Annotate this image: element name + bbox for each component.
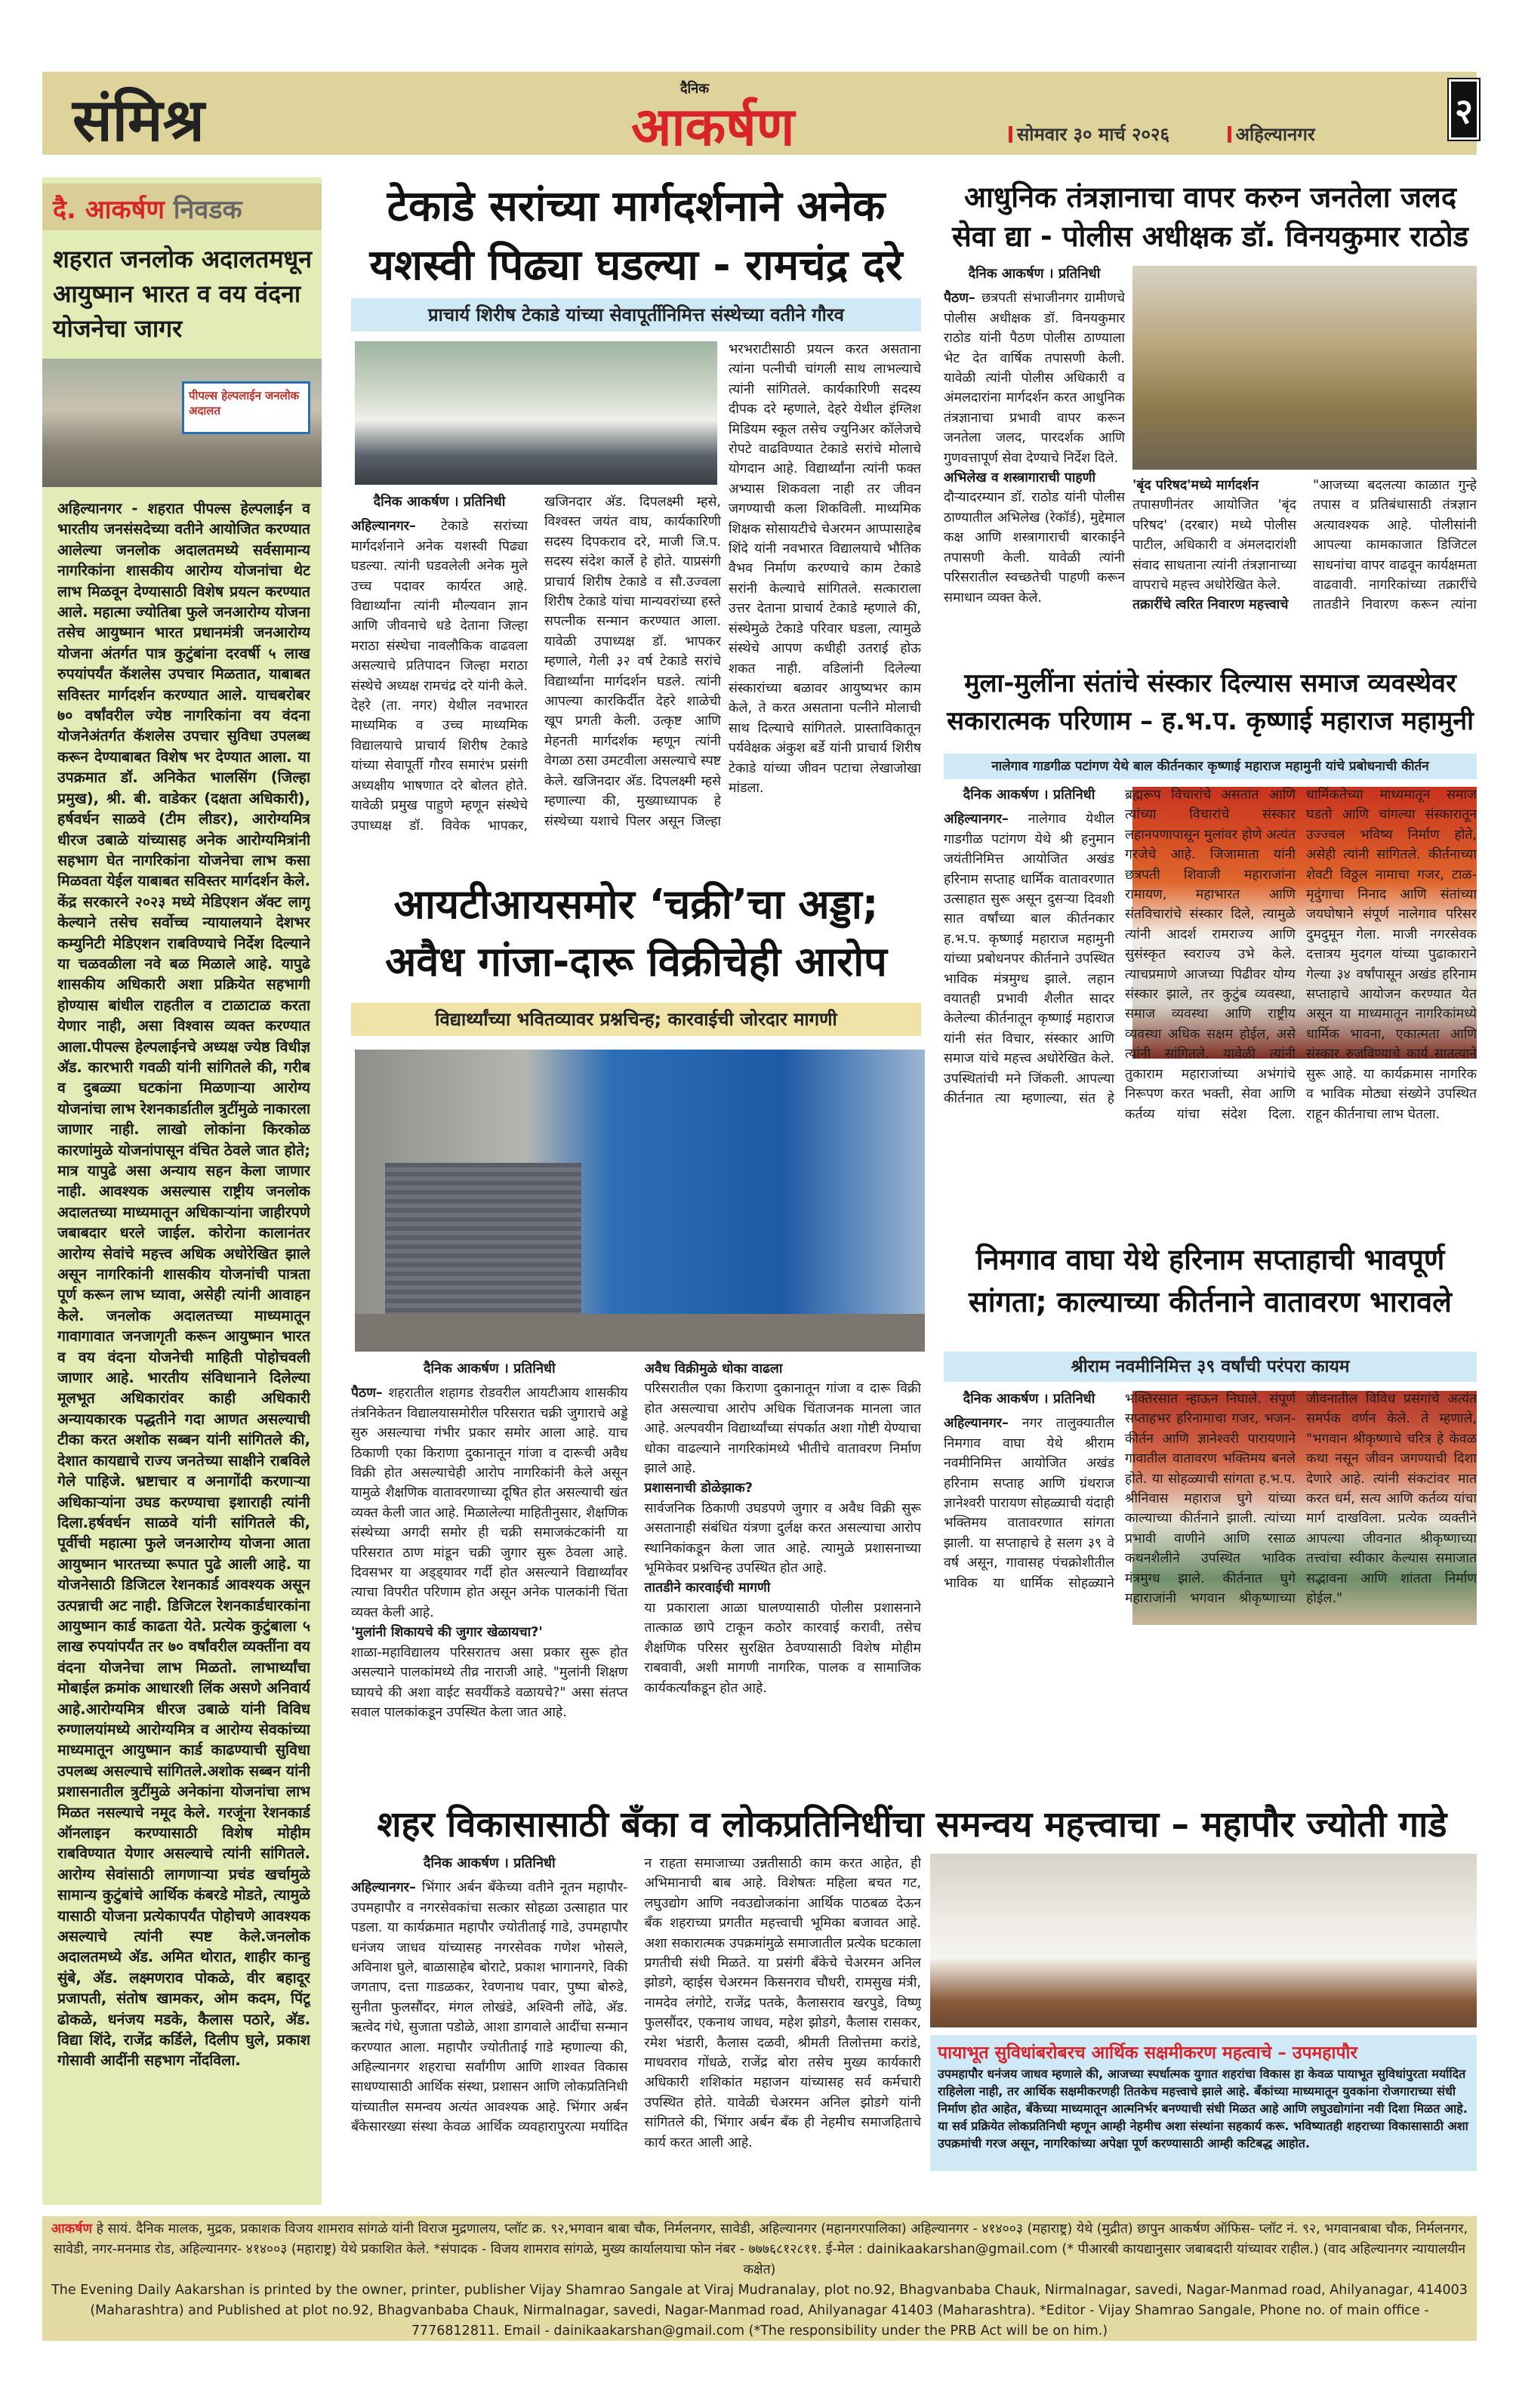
body-text: दौऱ्यादरम्यान डॉ. राठोड यांनी पोलीस ठाण्यातील अभिलेख (रेकॉर्ड), मुद्देमाल कक्ष आणि शस्त्रागाराची बारकाईने तपासणी केली. यावेळी त्यांनी परिसरातील स्वच्छतेची पाहणी करून समाधान व्यक्त केले. — [944, 490, 1125, 606]
body-text: या प्रकाराला आळा घालण्यासाठी पोलीस प्रशासनाने तात्काळ छापे टाकून कठोर कारवाई करावी, तसेच शैक्षणिक परिसर सुरक्षित ठेवण्यासाठी विशेष मोहीम राबवावी, अशी मागणी नागरिक, पालक व सामाजिक कार्यकर्त्यांकडून होत आहे. — [644, 1600, 921, 1696]
masthead — [42, 72, 1477, 158]
article-headline: टेकाडे सरांच्या मार्गदर्शनाने अनेक यशस्वी पिढ्या घडल्या - रामचंद्र दरे — [369, 182, 903, 290]
article-photo — [1132, 266, 1477, 470]
body-subheading: अभिलेख व शस्त्रागाराची पाहणी — [944, 470, 1096, 486]
issue-date: सोमवार ३० मार्च २०२६ — [1017, 124, 1169, 145]
article-body — [944, 1389, 1477, 1786]
article-headline: शहर विकासासाठी बँका व लोकप्रतिनिधींचा समन्वय महत्त्वाचा – महापौर ज्योती गाडे — [377, 1804, 1447, 1845]
page-number: २ — [1449, 79, 1479, 140]
article-body — [351, 1854, 921, 2205]
body-text: सार्वजनिक ठिकाणी उघडपणे जुगार व अवैध विक्री सुरू असतानाही संबंधित यंत्रणा दुर्लक्ष करत असल्याचा आरोप स्थानिकांकडून केला जात आहे. त्यामुळे प्रशासनाच्या भूमिकेवर प्रश्नचिन्ह उपस्थित होत आहे. — [644, 1500, 921, 1577]
masthead-daily-label: दैनिक — [680, 81, 710, 97]
body-subheading: तातडीने कारवाईची मागणी — [644, 1580, 771, 1596]
road — [355, 1314, 925, 1352]
edition-city: अहिल्यानगर — [1235, 124, 1315, 145]
byline: दैनिक आकर्षण । प्रतिनिधी — [968, 266, 1101, 282]
divider-bar — [1009, 126, 1012, 143]
imprint-footer — [42, 2216, 1477, 2341]
photo-banner: पीपल्स हेल्पलाईन जनलोक अदालत — [182, 381, 310, 434]
tag-brand: दै. आकर्षण — [53, 195, 165, 225]
footer-brand: आकर्षण — [51, 2221, 93, 2237]
article-body-sidebar: भरभराटीसाठी प्रयत्न करत असताना त्यांना पत्नीची चांगली साथ लाभल्याचे त्यांनी सांगितले. कार्यकारिणी सदस्य दीपक दरे म्हणाले, देहरे येथील इंग्लिश मिडियम स्कूल तसेच ज्युनिअर कॉलेजचे रोपटे वाढविण्यात टेकाडे सरांचे मोलाचे योगदान आहे. विद्यार्थ्यांना त्यांनी फक्त अभ्यास शिकवला नाही तर जीवन जगण्याची कला शिकविली. माध्यमिक शिक्षक सोसायटीचे चेअरमन आप्पासाहेब शिंदे यांनी नवभारत विद्यालयाचे भौतिक वैभव निर्माण करण्याचे काम टेकाडे सरांनी केल्याचे सांगितले. सत्काराला उत्तर देताना प्राचार्य टेकाडे म्हणाले की, संस्थेमुळे टेकाडे परिवार घडला, त्यामुळे संस्थेचे आपण कधीही उतराई होऊ शकत नाही. वडिलांनी दिलेल्या संस्कारांच्या बळावर आयुष्यभर काम केले, ते करत असताना पत्नीने मोलाची साथ दिल्याचे सांगितले. प्रास्ताविकातून पर्यवेक्षक अंकुश बर्डे यांनी प्राचार्य शिरीष टेकाडे यांच्या जीवन पटाचा लेखाजोखा मांडला. — [729, 342, 921, 796]
article-photo — [355, 341, 717, 485]
body-subheading: प्रशासनाची डोळेझाक? — [644, 1481, 753, 1497]
byline: दैनिक आकर्षण । प्रतिनिधी — [963, 1391, 1095, 1407]
sidebar-box-title: पायाभूत सुविधांबरोबरच आर्थिक सक्षमीकरण महत्वाचे – उपमहापौर — [938, 2043, 1357, 2063]
byline: दैनिक आकर्षण । प्रतिनिधी — [963, 787, 1095, 803]
body-subheading: तक्रारींचे त्वरित निवारण महत्त्वाचे — [1132, 597, 1289, 613]
body-text: शाळा-महाविद्यालय परिसरातच असा प्रकार सुरू होत असल्याने पालकांमध्ये तीव्र नाराजी आहे. "मुलांनी शिक्षण घ्यायचे की अशा वाईट सवयींकडे वळायचे?" असा संतप्त सवाल पालकांकडून उपस्थित केला जात आहे. — [351, 1645, 628, 1720]
dateline-place: पैठण– — [351, 1386, 383, 1401]
sidebar-box-text: उपमहापौर धनंजय जाधव म्हणाले की, आजच्या स्पर्धात्मक युगात शहरांचा विकास हा केवळ पायाभूत सुविधांपुरता मर्यादित राहिलेला नाही, तर आर्थिक सक्षमीकरणही तितकेच महत्त्वाचे झाले आहे. बँकांच्या माध्यमातून युवकांना रोजगाराच्या संधी निर्माण होत आहेत, बँकेच्या माध्यमातून आत्मनिर्भर बनण्याची संधी मिळत आहे आणि लघुउद्योगांना नवी दिशा मिळत आहे. या सर्व प्रक्रियेत लोकप्रतिनिधी म्हणून आम्ही नेहमीच अशा संस्थांना सहकार्य करू. भविष्यातही शहराच्या विकासासाठी अशा उपक्रमांची गरज असून, नागरिकांच्या अपेक्षा पूर्ण करण्यासाठी आम्ही कटिबद्ध आहोत. — [938, 2067, 1468, 2151]
dateline-place: अहिल्यानगर– — [944, 812, 1009, 828]
dateline-place: अहिल्यानगर– — [944, 1416, 1009, 1432]
tag-label: निवडक — [173, 195, 242, 225]
body-text: "आजच्या बदलत्या काळात गुन्हे तपास व प्रतिबंधासाठी तंत्रज्ञान अत्यावश्यक आहे. पोलीसांनी आपल्या कामकाजात डिजिटल साधनांचा वापर वाढवून कार्यक्षमता वाढवावी. नागरिकांच्या तक्रारींचे तातडीने निवारण करून त्यांना — [1313, 478, 1477, 613]
article-headline: शहरात जनलोक अदालतमधून आयुष्मान भारत व वय वंदना योजनेचा जागर — [53, 245, 312, 343]
article-photo — [930, 1854, 1477, 2027]
article-body: अहिल्यानगर - शहरात पीपल्स हेल्पलाईन व भारतीय जनसंसदेच्या वतीने आयोजित करण्यात आलेल्या जनलोक अदालतमध्ये सर्वसामान्य नागरिकांना शासकीय आरोग्य योजनांचा थेट लाभ मिळवून देण्यासाठी विशेष प्रयत्न करण्यात आले. महात्मा ज्योतिबा फुले जनआरोग्य योजना तसेच आयुष्मान भारत प्रधानमंत्री जनआरोग्य योजना अंतर्गत पात्र कुटुंबांना दरवर्षी ५ लाख रुपयांपर्यंत कॅशलेस उपचार मिळतात, याबाबत सविस्तर मार्गदर्शन करण्यात आले. याचबरोबर ७० वर्षांवरील ज्येष्ठ नागरिकांना वय वंदना योजनेअंतर्गत कॅशलेस उपचार सुविधा उपलब्ध करून देण्याबाबत विशेष भर देण्यात आला. या उपक्रमात डॉ. अनिकेत भालसिंग (जिल्हा प्रमुख), श्री. बी. वाडेकर (दक्षता अधिकारी), हर्षवर्धन साळवे (टीम लीडर), आरोग्यमित्र धीरज उबाळे यांच्यासह अनेक आरोग्यमित्रांनी सहभाग घेत नागरिकांना योजनेचा लाभ कसा मिळवता येईल याबाबत सविस्तर मार्गदर्शन केले. केंद्र सरकारने २०२३ मध्ये मेडिएशन अ‍ॅक्ट लागू केल्याने तसेच सर्वोच्च न्यायालयाने देशभर कम्युनिटी मेडिएशन राबविण्याचे निर्देश दिल्याने या चळवळीला नवे बळ मिळाले आहे. यापुढे शासकीय अधिकारी अशा प्रक्रियेत सहभागी होण्यास बांधील राहतील व टाळाटाळ करता येणार नाही, असा विश्वास व्यक्त करण्यात आला.पीपल्स हेल्पलाईनचे अध्यक्ष ज्येष्ठ विधीज्ञ अ‍ॅड. कारभारी गवळी यांनी सांगितले की, गरीब व दुबळ्या घटकांना मिळणाऱ्या आरोग्य योजनांचा लाभ रेशनकार्डातील त्रुटींमुळे नाकारला जाणार नाही. लाखो लोकांना किरकोळ कारणांमुळे योजनांपासून वंचित ठेवले जात होते; मात्र यापुढे असा अन्याय सहन केला जाणार नाही. आवश्यक असल्यास राष्ट्रीय जनलोक अदालतच्या माध्यमातून अधिकाऱ्यांना जाहीरपणे जबाबदार धरले जाईल. कोरोना कालानंतर आरोग्य सेवांचे महत्त्व अधिक अधोरेखित झाले असून नागरिकांनी शासकीय योजनांची पात्रता पूर्ण करून लाभ घ्यावा, असेही त्यांनी आवाहन केले. जनलोक अदालतच्या माध्यमातून गावागावात जनजागृती करून आयुष्मान भारत व वय वंदना योजनेची माहिती पोहोचवली जाणार आहे. भारतीय संविधानाने दिलेल्या मूलभूत अधिकारांवर काही अधिकारी अन्यायकारक पद्धतीने गदा आणत असल्याची टीका करत अशोक सब्बन यांनी सांगितले की, देशात कायद्याचे राज्य जनतेच्या साक्षीने राबविले गेले पाहिजे. भ्रष्टाचार व अनागोंदी करणाऱ्या अधिकाऱ्यांना उघड करण्याचा इशाराही त्यांनी दिला.हर्षवर्धन साळवे यांनी सांगितले की, पूर्वीची महात्मा फुले जनआरोग्य योजना आता आयुष्मान भारतच्या रूपात पुढे आली आहे. या योजनेसाठी डिजिटल रेशनकार्ड आवश्यक असून उत्पन्नाची अट नाही. डिजिटल रेशनकार्डधारकांना आयुष्मान कार्ड काढता येते. प्रत्येक कुटुंबाला ५ लाख रुपयांपर्यंत तर ७० वर्षांवरील व्यक्तींना वय वंदना योजनेचा लाभ मिळतो. लाभार्थ्यांचा मोबाईल क्रमांक आधारशी लिंक असणे अनिवार्य आहे.आरोग्यमित्र धीरज उबाळे यांनी विविध रुग्णालयांमध्ये आरोग्यमित्र व आरोग्य सेवकांच्या माध्यमातून आयुष्मान कार्ड काढण्याची सुविधा उपलब्ध असल्याचे सांगितले.अशोक सब्बन यांनी प्रशासनातील त्रुटींमुळे अनेकांना योजनांचा लाभ मिळत नसल्याचे नमूद केले. गरजूंना रेशनकार्ड ऑनलाइन करण्यासाठी विशेष मोहीम राबविण्यात येणार असल्याचे त्यांनी सांगितले. आरोग्य सेवांसाठी लागणाऱ्या प्रचंड खर्चामुळे सामान्य कुटुंबांचे आर्थिक कंबरडे मोडते, त्यामुळे यासाठी योजना प्रत्येकापर्यंत पोहोचणे आवश्यक असल्याचे त्यांनी स्पष्ट केले.जनलोक अदालतमध्ये अ‍ॅड. अमित थोरात, शाहीर कान्हु सुंबे, अ‍ॅड. लक्ष्मणराव पोकळे, वीर बहादूर प्रजापती, संतोष खामकर, ओम कदम, पिंटू ढोकळे, धनंजय मडके, कैलास पठारे, अ‍ॅड. विद्या शिंदे, राजेंद्र कर्डिले, दिलीप घुले, प्रकाश गोसावी आदींनी सहभाग नोंदविला. — [57, 500, 310, 2070]
body-subheading: अवैध विक्रीमुळे धोका वाढला — [644, 1361, 783, 1377]
footer-imprint-marathi: हे सायं. दैनिक मालक, मुद्रक, प्रकाशक विजय शामराव सांगळे यांनी विराज मुद्रणालय, प्लॉट क्र. ९२,भगवान बाबा चौक, निर्मलनगर, सावेडी, अहिल्यानगर (महानगरपालिका) अहिल्यानगर - ४१४००३ (महाराष्ट्र) येथे (मुद्रीत) छापुन आकर्षण ऑफिस- प्लॉट नं. ९२, भगवानबाबा चौक, निर्मलनगर, सावेडी, नगर-मनमाड रोड, अहिल्यानगर- ४१४००३ (महाराष्ट्र) येथे प्रकाशित केले. *संपादक - विजय शामराव सांगळे, मुख्य कार्यालयाचा फोन नंबर - ७७७६८१२८११. ई-मेल : dainikaakarshan@gmail.com (* पीआरबी कायद्यानुसार जबाबदारी यांच्यावर राहील.) (वाद अहिल्यानगर न्यायालयीन कक्षेत) — [53, 2221, 1468, 2277]
article-photo — [355, 1050, 925, 1352]
body-text: भिंगार अर्बन बँकेच्या वतीने नूतन महापौर-उपमहापौर व नगरसेवकांचा सत्कार सोहळा उत्साहात पार पडला. या कार्यक्रमात महापौर ज्योतीताई गाडे, उपमहापौर धनंजय जाधव यांच्यासह नगरसेवक गणेश भोसले, अविनाश घुले, बाळासाहेब बोराटे, प्रकाश भागानगरे, विकी जगताप, दत्ता गाडळकर, रेवणनाथ पवार, पुष्पा बोरुडे, सुनीता फुलसौंदर, मंगल लोखंडे, अश्विनी लोंढे, अ‍ॅड. ऋत्वेद गंधे, सुजाता पडोळे, आशा डागवाले आदींचा सन्मान करण्यात आला. महापौर ज्योतीताई गाडे म्हणाल्या की, अहिल्यानगर शहराचा सर्वांगीण आणि शाश्वत विकास साधण्यासाठी आर्थिक संस्था, प्रशासन आणि लोकप्रतिनिधी यांच्यातील समन्वय अत्यंत आवश्यक आहे. भिंगार अर्बन बँकेसारख्या संस्था केवळ आर्थिक व्यवहारापुरत्या मर्यादित न राहता समाजाच्या उन्नतीसाठी काम करत आहेत, ही अभिमानाची बाब आहे. विशेषतः महिला बचत गट, लघुउद्योग आणि नवउद्योजकांना आर्थिक पाठबळ देऊन बँक शहराच्या प्रगतीत महत्त्वाची भूमिका बजावत आहे. अशा सकारात्मक उपक्रमांमुळे समाजातील प्रत्येक घटकाला प्रगतीची संधी मिळते. या प्रसंगी बँकेचे चेअरमन अनिल झोडगे, व्हाईस चेअरमन किसनराव चौधरी, रामसुख मंत्री, नामदेव लंगोटे, राजेंद्र पतके, कैलासराव खरपुडे, विष्णू फुलसौंदर, एकनाथ जाधव, महेश झोडगे, कैलास रासकर, रमेश भंडारी, कैलास दळवी, श्रीमती तिलोत्तमा करांडे, माधवराव गोंधळे, राजेंद्र बोरा तसेच मुख्य कार्यकारी अधिकारी शशिकांत महाजन यांच्यासह सर्व कर्मचारी उपस्थित होते. यावेळी चेअरमन अनिल झोडगे यांनी सांगितले की, भिंगार अर्बन बँक ही नेहमीच समाजहिताचे कार्य करत आली आहे. — [351, 1856, 921, 2151]
selected-news-column — [42, 177, 322, 2205]
article-headline: आधुनिक तंत्रज्ञानाचा वापर करुन जनतेला जलद सेवा द्या - पोलीस अधीक्षक डॉ. विनयकुमार राठोड — [952, 180, 1468, 253]
section-title: संमिश्र — [72, 87, 205, 155]
byline: दैनिक आकर्षण । प्रतिनिधी — [373, 494, 506, 510]
body-text: तपासणीनंतर आयोजित 'बृंद परिषद' (दरबार) मध्ये पोलीस पाटील, अधिकारी व अंमलदारांशी संवाद साधताना त्यांनी तंत्रज्ञानाच्या वापराचे महत्त्व अधोरेखित केले. — [1132, 498, 1296, 594]
shop-shutter — [385, 1163, 581, 1314]
newspaper-logo: आकर्षण — [631, 96, 795, 158]
divider-bar — [1228, 126, 1231, 143]
body-text: छत्रपती संभाजीनगर ग्रामीणचे पोलीस अधीक्षक डॉ. विनयकुमार राठोड यांनी पैठण पोलीस ठाण्याला भेट देत वार्षिक तपासणी केली. यावेळी त्यांनी पोलीस अधिकारी व अंमलदारांना मार्गदर्शन करत आधुनिक तंत्रज्ञानाचा प्रभावी वापर करून जनतेला जलद, पारदर्शक आणि गुणवत्तापूर्ण सेवा देण्याचे निर्देश दिले. — [944, 291, 1125, 466]
footer-imprint-english: The Evening Daily Aakarshan is printed by the owner, printer, publisher Vijay Shamrao Sangale at Viraj Mudranalay, plot no.92, Bhagvanbaba Chauk, Nirmalnagar, savedi, Nagar-Manmad road, Ahilyanagar, 414003 (Maharashtra) and Published at plot no.92, Bhagvanbaba Chauk, Nirmalnagar, savedi, Nagar-Manmad road, Ahilyanagar 41403 (Maharashtra). *Editor - Vijay Shamrao Sangale, Phone no. of main office - 7776812811. Email - dainikaakarshan@gmail.com (*The responsibility under the PRB Act will be on him.) — [51, 2283, 1468, 2339]
article-body — [351, 1359, 921, 1752]
dateline-place: अहिल्यानगर– — [351, 519, 416, 535]
dateline-place: पैठण– — [944, 291, 975, 307]
body-text: शहरातील शहागड रोडवरील आयटीआय शासकीय तंत्रनिकेतन विद्यालयासमोरील परिसरात चक्री जुगाराचे अड्डे सुरु असल्याचा गंभीर प्रकार समोर आला आहे. याच ठिकाणी एका किराणा दुकानातून गांजा व दारूची अवैध विक्री होत असल्याचेही आरोप नागरिकांनी केले असून यामुळे शैक्षणिक वातावरणाच्या दूषित होत असल्याची खंत व्यक्त केली जात आहे. मिळालेल्या माहितीनुसार, शैक्षणिक संस्थेच्या अगदी समोर ही चक्री समाजकंटकांनी या परिसरात ठाण मांडून चक्री जुगार सुरू ठेवला आहे. दिवसभर या अड्ड्यावर गर्दी होत असल्याने विद्यार्थ्यांवर त्याचा विपरीत परिणाम होत असून अनेक पालकांनी चिंता व्यक्त केली आहे. — [351, 1386, 628, 1620]
sidebar-box — [930, 2035, 1477, 2171]
body-text: नगर तालुक्यातील निमगाव वाघा येथे श्रीराम नवमीनिमित्त आयोजित अखंड हरिनाम सप्ताह आणि ग्रंथराज ज्ञानेश्वरी पारायण सोहळ्याची यंदाही भक्तिमय वातावरणात सांगता झाली. या सप्ताहाचे हे सलग ३९ वे वर्ष असून, गावासह पंचक्रोशीतील भाविक या धार्मिक सोहळ्याने भक्तिरसात न्हाऊन निघाले. संपूर्ण सप्ताहभर हरिनामाचा गजर, भजन-कीर्तन आणि ज्ञानेश्वरी पारायणाने गावातील वातावरण भक्तिमय बनले होते. या सोहळ्याची सांगता ह.भ.प. श्रीनिवास महाराज घुगे यांच्या काल्याच्या कीर्तनाने झाली. त्यांच्या प्रभावी वाणीने आणि रसाळ कथनशैलीने उपस्थित भाविक मंत्रमुग्ध झाले. कीर्तनात घुगे महाराजांनी भगवान श्रीकृष्णाच्या जीवनातील विविध प्रसंगांचे अत्यंत समर्पक वर्णन केले. ते म्हणाले, "भगवान श्रीकृष्णाचे चरित्र हे केवळ कथा नसून जीवन जगण्याची दिशा देणारे आहे. त्यांनी संकटांवर मात करत धर्म, सत्य आणि कर्तव्य यांचा मार्ग दाखविला. प्रत्येक व्यक्तीने आपल्या जीवनात श्रीकृष्णाच्या तत्त्वांचा स्वीकार केल्यास समाजात सद्भावना आणि शांतता निर्माण होईल." — [944, 1392, 1477, 1607]
article-headline: निमगाव वाघा येथे हरिनाम सप्ताहाची भावपूर्ण सांगता; काल्याच्या कीर्तनाने वातावरण भारावले — [969, 1243, 1452, 1318]
body-text: नालेगाव येथील गाडगीळ पटांगण येथे श्री हनुमान जयंतीनिमित्त आयोजित अखंड हरिनाम सप्ताह धार्मिक वातावरणात उत्साहात सुरू असून दुसऱ्या दिवशी सात वर्षांच्या बाल कीर्तनकार ह.भ.प. कृष्णाई महाराज महामुनी यांच्या प्रबोधनपर कीर्तनाने उपस्थित भाविक मंत्रमुग्ध झाले. लहान वयातही प्रभावी शैलीत सादर केलेल्या कीर्तनातून कृष्णाई महाराज यांनी संत विचार, संस्कार आणि समाज यांचे महत्त्व अधोरेखित केले. उपस्थितांची मने जिंकली. आपल्या कीर्तनात त्या म्हणाल्या, संत हे ब्रह्मरूप विचारांचे असतात आणि त्यांच्या विचारांचे संस्कार लहानपणापासून मुलांवर होणे अत्यंत गरजेचे आहे. जिजामाता यांनी छत्रपती शिवाजी महाराजांना रामायण, महाभारत आणि संतविचारांचे संस्कार दिले, त्यामुळे त्यांनी आदर्श रामराज्य आणि सुसंस्कृत स्वराज्य उभे केले. त्याचप्रमाणे आजच्या पिढीवर योग्य संस्कार झाले, तर कुटुंब व्यवस्था, समाज व्यवस्था आणि राष्ट्रीय व्यवस्था अधिक सक्षम होईल, असे त्यांनी सांगितले. यावेळी त्यांनी तुकाराम महाराजांच्या अभंगांचे निरूपण करत भक्ती, सेवा आणि कर्तव्य यांचा संदेश दिला. धार्मिकतेच्या माध्यमातून समाज घडतो आणि चांगल्या संस्कारातून उज्ज्वल भविष्य निर्माण होते, असेही त्यांनी सांगितले. कीर्तनाच्या शेवटी विठ्ठल नामाचा गजर, टाळ-मृदुंगाचा निनाद आणि संतांच्या जयघोषाने संपूर्ण नालेगाव परिसर दुमदुमून गेला. माजी नगरसेवक दत्तात्रय मुदगल यांच्या पुढाकाराने गेल्या ३४ वर्षांपासून अखंड हरिनाम सप्ताहाचे आयोजन करण्यात येत असून या माध्यमातून नागरिकांमध्ये धार्मिक भावना, एकात्मता आणि संस्कार रुजविण्याचे कार्य सातत्याने सुरू आहे. या कार्यक्रमास नागरिक व भाविक मोठ्या संख्येने उपस्थित राहून कीर्तनाचा लाभ घेतला. — [944, 788, 1477, 1122]
article-headline: आयटीआयसमोर ‘चक्री’चा अड्डा; अवैध गांजा-दारू विक्रीचेही आरोप — [385, 880, 887, 985]
byline: दैनिक आकर्षण । प्रतिनिधी — [423, 1361, 556, 1377]
column-tag — [42, 183, 322, 230]
article-body — [351, 492, 721, 840]
body-text: टेकाडे सरांच्या मार्गदर्शनाने अनेक यशस्वी पिढ्या घडल्या. त्यांनी घडवलेली अनेक मुले उच्च पदावर कार्यरत आहे. विद्यार्थ्यांना त्यांनी मौल्यवान ज्ञान आणि जीवनाचे धडे देताना जिल्हा मराठा संस्थेचा नावलौकिक वाढवला असल्याचे प्रतिपादन जिल्हा मराठा संस्थेचे अध्यक्ष रामचंद्र दरे यांनी केले. देहरे (ता. नगर) येथील नवभारत माध्यमिक व उच्च माध्यमिक विद्यालयाचे प्राचार्य शिरीष टेकाडे यांच्या सेवापूर्ती गौरव समारंभ प्रसंगी अध्यक्षीय भाषणात दरे बोलत होते. यावेळी प्रमुख पाहुणे म्हणून संस्थेचे उपाध्यक्ष डॉ. विवेक भापकर, खजिनदार अ‍ॅड. दिपलक्ष्मी म्हसे, विश्वस्त जयंत वाघ, कार्यकारिणी सदस्य दिपकराव दरे, माजी जि.प. सदस्य संदेश कार्ले हे होते. याप्रसंगी प्राचार्य शिरीष टेकाडे व सौ.उज्वला शिरीष टेकाडे यांचा मान्यवरांच्या हस्ते सपत्नीक सन्मान करण्यात आला. यावेळी उपाध्यक्ष डॉ. भापकर म्हणाले, गेली ३२ वर्ष टेकाडे सरांचे विद्यार्थ्यांना मार्गदर्शन घडले. त्यांनी आपल्या कारकिर्दीत देहरे शाळेची खूप प्रगती केली. उत्कृष्ट आणि मेहनती मार्गदर्शक म्हणून त्यांनी वेगळा ठसा उमटवीला असल्याचे स्पष्ट केले. खजिनदार अ‍ॅड. दिपलक्ष्मी म्हसे म्हणाल्या की, मुख्याध्यापक हे संस्थेच्या यशाचे पिलर असून जिल्हा — [351, 495, 721, 834]
article-headline: मुला-मुलींना संतांचे संस्कार दिल्यास समाज व्यवस्थेवर सकारात्मक परिणाम – ह.भ.प. कृष्णाई महाराज महामुनी — [947, 668, 1474, 736]
article-body-continued — [1132, 476, 1477, 615]
article-subheadline: श्रीराम नवमीनिमित्त ३९ वर्षांची परंपरा कायम — [944, 1352, 1477, 1382]
article-body — [944, 785, 1477, 1219]
article-photo — [42, 359, 322, 487]
article-subheadline: विद्यार्थ्यांच्या भवितव्यावर प्रश्नचिन्ह; कारवाईची जोरदार मागणी — [351, 1003, 921, 1036]
dateline-place: अहिल्यानगर– — [351, 1880, 416, 1896]
body-text: परिसरातील एका किराणा दुकानातून गांजा व दारू विक्री होत असल्याचा आरोप अधिक चिंताजनक मानला जात आहे. अल्पवयीन विद्यार्थ्यांच्या संपर्कात अशा गोष्टी येण्याचा धोका वाढल्याने नागरिकांमध्ये भीतीचे वातावरण निर्माण झाले आहे. — [644, 1381, 921, 1477]
article-body — [944, 264, 1125, 612]
article-subheadline: प्राचार्य शिरीष टेकाडे यांच्या सेवापूर्तीनिमित्त संस्थेच्या वतीने गौरव — [351, 298, 921, 331]
body-subheading: 'बृंद परिषद'मध्ये मार्गदर्शन — [1132, 478, 1259, 493]
dateline — [1009, 122, 1315, 146]
byline: दैनिक आकर्षण । प्रतिनिधी — [423, 1855, 556, 1871]
article-subheadline: नालेगाव गाडगीळ पटांगण येथे बाल कीर्तनकार कृष्णाई महाराज महामुनी यांचे प्रबोधनाची कीर्तन — [944, 754, 1477, 779]
body-subheading: 'मुलांनी शिकायचे की जुगार खेळायचा?' — [351, 1625, 543, 1641]
